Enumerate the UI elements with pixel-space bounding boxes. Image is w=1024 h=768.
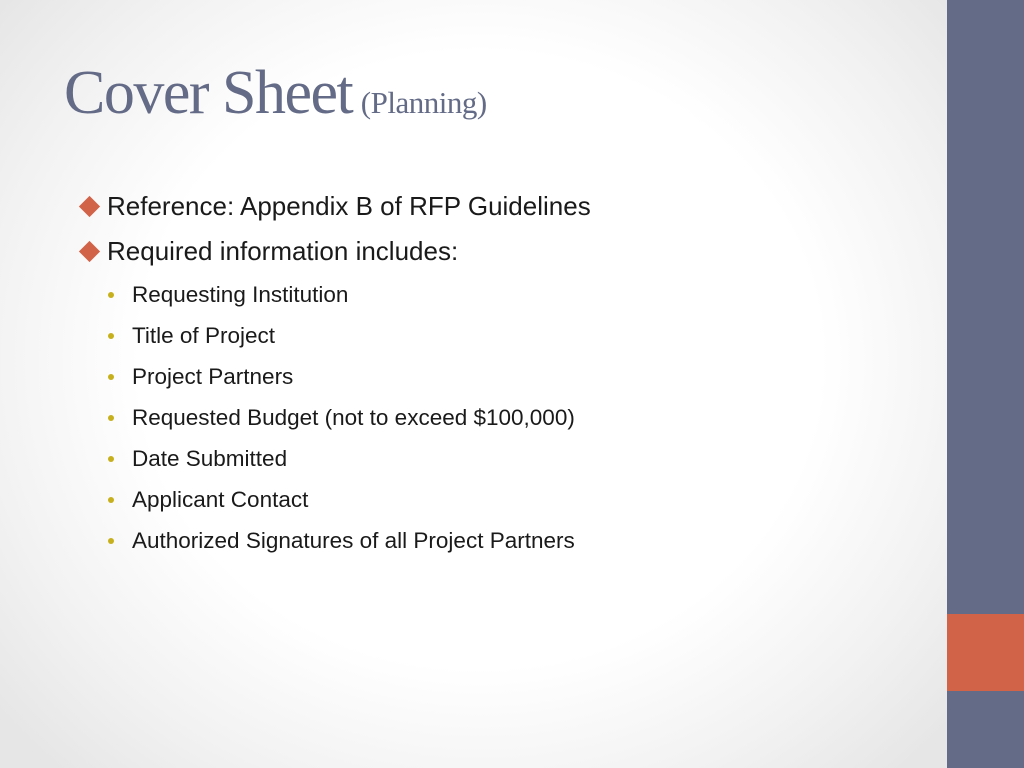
sub-bullet-item (108, 274, 916, 315)
bullet-required-info (76, 229, 916, 274)
sub-bullet-item (108, 315, 916, 356)
sub-bullet-item (108, 479, 916, 520)
slide-content (76, 184, 916, 561)
diamond-bullet-icon (79, 241, 100, 262)
sub-bullet-text: Title of Project (132, 322, 275, 348)
side-accent-block (947, 614, 1024, 691)
sub-bullet-item (108, 520, 916, 561)
dot-bullet-icon (108, 333, 114, 339)
bullet-reference (76, 184, 916, 229)
sub-bullet-text: Applicant Contact (132, 486, 309, 512)
bullet-text: Required information includes: (107, 236, 459, 266)
sub-bullet-item (108, 356, 916, 397)
title-main: Cover Sheet (64, 59, 353, 127)
sub-bullet-text: Project Partners (132, 363, 294, 389)
dot-bullet-icon (108, 538, 114, 544)
sub-bullet-text: Date Submitted (132, 445, 288, 471)
dot-bullet-icon (108, 374, 114, 380)
title-subtitle: (Planning) (360, 85, 487, 120)
dot-bullet-icon (108, 415, 114, 421)
dot-bullet-icon (108, 292, 114, 298)
dot-bullet-icon (108, 497, 114, 503)
diamond-bullet-icon (79, 196, 100, 217)
dot-bullet-icon (108, 456, 114, 462)
bullet-text: Reference: Appendix B of RFP Guidelines (107, 191, 591, 221)
sub-bullet-text: Requested Budget (not to exceed $100,000) (132, 404, 575, 430)
sub-bullet-text: Requesting Institution (132, 281, 349, 307)
sub-bullet-item (108, 397, 916, 438)
sub-bullet-text: Authorized Signatures of all Project Partners (132, 527, 575, 553)
slide-title (64, 58, 487, 129)
sub-bullet-item (108, 438, 916, 479)
